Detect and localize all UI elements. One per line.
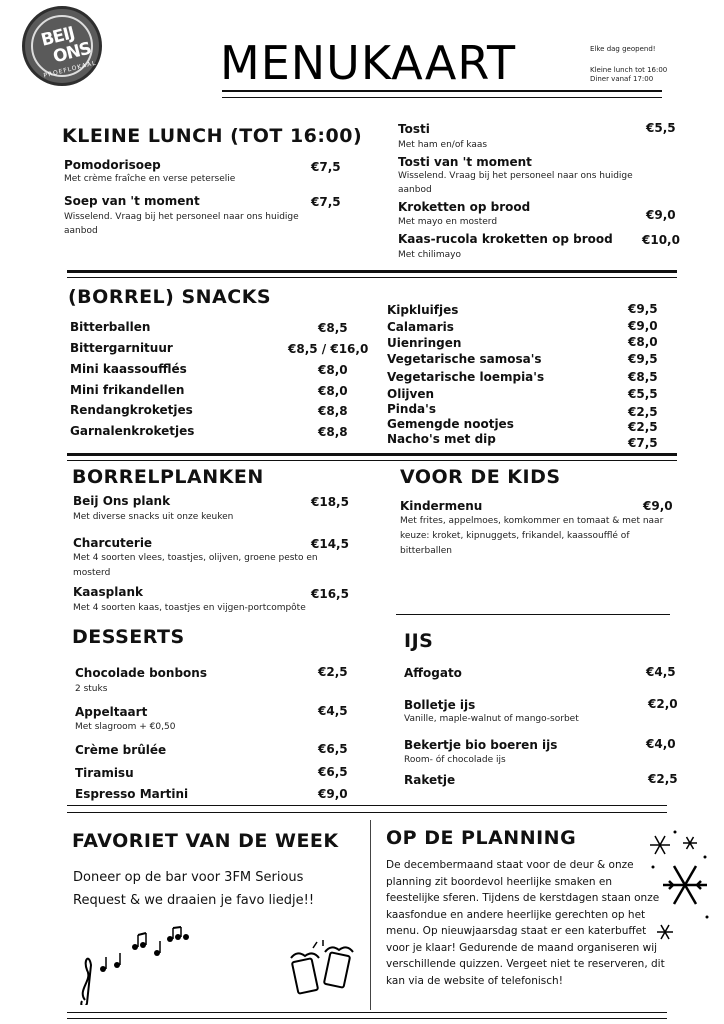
menu-item-name: Tiramisu bbox=[75, 766, 134, 780]
menu-item-name: Kroketten op brood bbox=[398, 200, 531, 214]
menu-item-price: €9,5 bbox=[628, 352, 658, 366]
menu-item-desc: Met frites, appelmoes, komkommer en tomaat & met naar bbox=[400, 516, 664, 526]
menu-item-desc: Met diverse snacks uit onze keuken bbox=[73, 512, 234, 522]
menu-item-price: €7,5 bbox=[628, 436, 658, 450]
menu-item-price: €5,5 bbox=[628, 387, 658, 401]
menu-item-desc: Met chilimayo bbox=[398, 250, 461, 260]
menu-item-desc: aanbod bbox=[398, 185, 432, 195]
logo-sub: PROEFLOKAAL bbox=[42, 59, 98, 80]
menu-item-price: €6,5 bbox=[318, 742, 348, 756]
menu-item-desc: Vanille, maple-walnut of mango-sorbet bbox=[404, 714, 579, 724]
divider bbox=[67, 277, 677, 278]
divider bbox=[67, 805, 667, 806]
menu-item-name: Pomodorisoep bbox=[64, 158, 161, 172]
favoriet-text-line1: Doneer op de bar voor 3FM Serious bbox=[73, 870, 304, 885]
info-diner: Diner vanaf 17:00 bbox=[590, 75, 654, 83]
divider bbox=[67, 1018, 667, 1019]
menu-item-name: Nacho's met dip bbox=[387, 432, 496, 446]
planning-text-line: De decembermaand staat voor de deur & onze bbox=[386, 859, 634, 871]
menu-item-price: €2,5 bbox=[648, 772, 678, 786]
column-divider bbox=[370, 820, 371, 1010]
menu-item-name: Tosti van 't moment bbox=[398, 155, 532, 169]
divider bbox=[67, 460, 677, 461]
section-title-planning: OP DE PLANNING bbox=[386, 827, 577, 849]
menu-item-price: €18,5 bbox=[311, 495, 349, 509]
divider bbox=[67, 1012, 667, 1013]
menu-item-name: Soep van 't moment bbox=[64, 194, 200, 208]
menu-item-price: €8,5 / €16,0 bbox=[288, 342, 369, 356]
planning-text-line: menu. Op nieuwjaarsdag staat er een katerbuffet bbox=[386, 925, 647, 937]
section-title-ijs: IJS bbox=[404, 630, 434, 652]
menu-item-name: Garnalenkroketjes bbox=[70, 424, 195, 438]
menu-item-name: Pinda's bbox=[387, 402, 436, 416]
section-title-desserts: DESSERTS bbox=[72, 626, 185, 648]
section-title-snacks: (BORREL) SNACKS bbox=[68, 286, 272, 308]
menu-item-price: €9,0 bbox=[318, 787, 348, 801]
logo-line1: BEIJ bbox=[39, 23, 77, 51]
divider bbox=[67, 453, 677, 456]
menu-item-desc: bitterballen bbox=[400, 546, 452, 556]
divider bbox=[222, 97, 662, 98]
menu-item-price: €4,0 bbox=[646, 737, 676, 751]
section-title-lunch: KLEINE LUNCH (TOT 16:00) bbox=[62, 125, 363, 147]
menu-item-name: Uienringen bbox=[387, 336, 462, 350]
menu-item-name: Gemengde nootjes bbox=[387, 417, 514, 431]
menu-item-price: €8,8 bbox=[318, 404, 348, 418]
menu-item-price: €8,0 bbox=[318, 363, 348, 377]
menu-item-price: €16,5 bbox=[311, 587, 349, 601]
menu-item-desc: aanbod bbox=[64, 226, 98, 236]
menu-item-price: €2,0 bbox=[648, 697, 678, 711]
menu-item-price: €9,0 bbox=[643, 499, 673, 513]
menu-item-price: €14,5 bbox=[311, 537, 349, 551]
menu-item-desc: Met mayo en mosterd bbox=[398, 217, 498, 227]
page-title: MENUKAART bbox=[220, 36, 517, 90]
menu-item-price: €8,0 bbox=[318, 384, 348, 398]
music-notes-icon bbox=[75, 925, 190, 1005]
menu-item-price: €7,5 bbox=[311, 160, 341, 174]
menu-item-desc: Met 4 soorten vlees, toastjes, olijven, groene pesto en bbox=[73, 553, 318, 563]
menu-item-price: €8,5 bbox=[628, 370, 658, 384]
menu-item-desc: Met crème fraîche en verse peterselie bbox=[64, 174, 236, 184]
menu-item-name: Olijven bbox=[387, 387, 435, 401]
snowflake-icon bbox=[645, 827, 715, 947]
menu-item-desc: Room- óf chocolade ijs bbox=[404, 755, 506, 765]
menu-item-name: Kaasplank bbox=[73, 585, 143, 599]
menu-item-name: Mini frikandellen bbox=[70, 383, 185, 397]
menu-item-desc: Met 4 soorten kaas, toastjes en vijgen-portcompôte bbox=[73, 603, 306, 613]
menu-item-name: Vegetarische loempia's bbox=[387, 370, 545, 384]
menu-item-price: €9,5 bbox=[628, 302, 658, 316]
planning-text-line: voor je klaar! Gedurende de maand organiseren wij bbox=[386, 941, 658, 954]
menu-item-desc: mosterd bbox=[73, 568, 111, 578]
menu-item-name: Affogato bbox=[404, 666, 462, 680]
menu-item-name: Bittergarnituur bbox=[70, 341, 173, 355]
section-title-favoriet: FAVORIET VAN DE WEEK bbox=[72, 830, 339, 852]
menu-item-price: €2,5 bbox=[318, 665, 348, 679]
menu-item-desc: Met slagroom + €0,50 bbox=[75, 722, 176, 732]
divider bbox=[67, 812, 667, 813]
menu-item-name: Bekertje bio boeren ijs bbox=[404, 738, 558, 752]
menu-item-name: Raketje bbox=[404, 773, 456, 787]
favoriet-text-line2: Request & we draaien je favo liedje!! bbox=[73, 893, 315, 908]
menu-item-name: Beij Ons plank bbox=[73, 494, 171, 508]
menu-item-price: €6,5 bbox=[318, 765, 348, 779]
menu-item-name: Appeltaart bbox=[75, 705, 148, 719]
planning-text-line: feestelijke sferen. Tijdens de kerstdagen staan onze bbox=[386, 892, 660, 904]
section-title-kids: VOOR DE KIDS bbox=[400, 466, 561, 488]
menu-item-name: Espresso Martini bbox=[75, 787, 189, 801]
menu-item-price: €8,0 bbox=[628, 335, 658, 349]
menu-item-price: €4,5 bbox=[646, 665, 676, 679]
menu-item-price: €8,5 bbox=[318, 321, 348, 335]
menu-item-price: €9,0 bbox=[628, 319, 658, 333]
divider bbox=[222, 90, 662, 92]
menu-item-desc: Wisselend. Vraag bij het personeel naar ons huidige bbox=[64, 212, 299, 222]
menu-item-desc: Wisselend. Vraag bij het personeel naar ons huidige bbox=[398, 171, 633, 181]
menu-item-price: €9,0 bbox=[646, 208, 676, 222]
planning-text-line: planning zit boordevol heerlijke smaken en bbox=[386, 875, 613, 888]
menu-item-price: €4,5 bbox=[318, 704, 348, 718]
menu-item-price: €7,5 bbox=[311, 195, 341, 209]
menu-item-name: Mini kaassoufflés bbox=[70, 362, 187, 376]
info-open: Elke dag geopend! bbox=[590, 45, 656, 53]
menu-item-name: Kindermenu bbox=[400, 499, 483, 513]
planning-text-line: verschillende quizzen. Vergeet niet te reserveren, dit bbox=[386, 958, 665, 970]
menu-item-price: €2,5 bbox=[628, 420, 658, 434]
divider bbox=[67, 270, 677, 273]
menu-item-name: Calamaris bbox=[387, 320, 454, 334]
planning-text-line: kaasfondue en andere heerlijke gerechten op het bbox=[386, 908, 646, 921]
beer-toast-icon bbox=[283, 940, 363, 1000]
info-lunch: Kleine lunch tot 16:00 bbox=[590, 66, 668, 74]
menu-item-desc: Met ham en/of kaas bbox=[398, 140, 488, 150]
divider bbox=[396, 614, 670, 615]
menu-item-name: Crème brûlée bbox=[75, 743, 167, 757]
planning-text-line: kan via de website of telefonisch! bbox=[386, 974, 563, 987]
menu-item-name: Tosti bbox=[398, 122, 430, 136]
menu-item-price: €5,5 bbox=[646, 121, 676, 135]
menu-item-desc: 2 stuks bbox=[75, 684, 108, 694]
menu-item-name: Kipkluifjes bbox=[387, 303, 459, 317]
menu-item-name: Vegetarische samosa's bbox=[387, 352, 542, 366]
menu-item-desc: keuze: kroket, kipnuggets, frikandel, kaassoufflé of bbox=[400, 531, 630, 541]
menu-item-price: €10,0 bbox=[642, 233, 680, 247]
logo-line2: ONS bbox=[51, 38, 93, 68]
menu-item-name: Bolletje ijs bbox=[404, 698, 476, 712]
menu-item-name: Kaas-rucola kroketten op brood bbox=[398, 232, 613, 246]
menu-item-name: Bitterballen bbox=[70, 320, 151, 334]
menu-item-price: €8,8 bbox=[318, 425, 348, 439]
logo bbox=[22, 6, 102, 86]
menu-item-name: Rendangkroketjes bbox=[70, 403, 193, 417]
menu-item-name: Chocolade bonbons bbox=[75, 666, 207, 680]
menu-item-price: €2,5 bbox=[628, 405, 658, 419]
menu-item-name: Charcuterie bbox=[73, 536, 153, 550]
section-title-planken: BORRELPLANKEN bbox=[72, 466, 264, 488]
